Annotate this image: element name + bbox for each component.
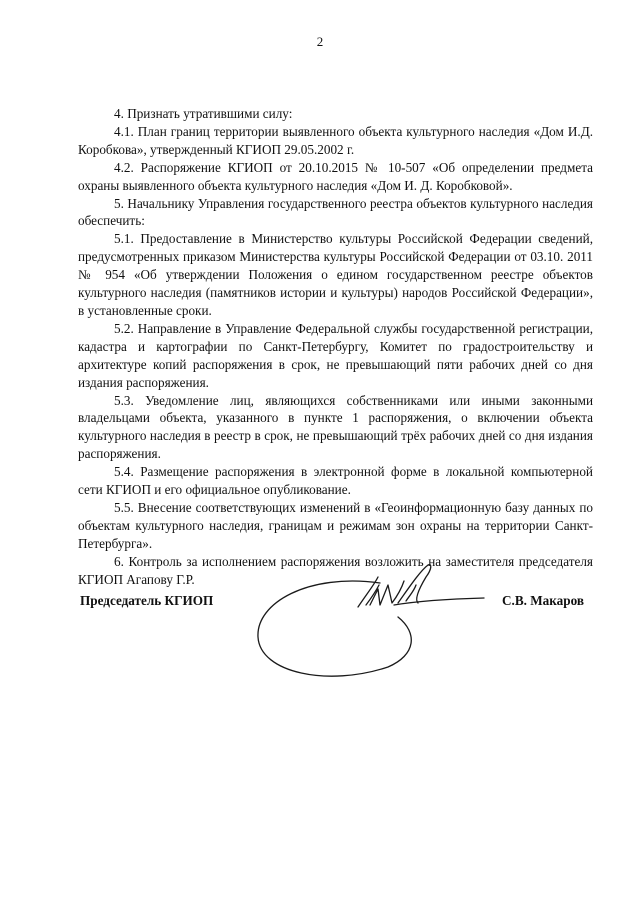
paragraph-5-4: 5.4. Размещение распоряжения в электронной форме в локальной компьютерной сети КГИОП и его официальное опубликование.: [78, 464, 593, 498]
handwritten-signature: [248, 555, 488, 695]
paragraph-6: 6. Контроль за исполнением распоряжения возложить на заместителя председателя КГИОП Агапову Г.Р.: [78, 553, 593, 587]
paragraph-5-5: 5.5. Внесение соответствующих изменений в «Геоинформационную базу данных по объектам культурного наследия, границам и режимам зон охраны на территории Санкт-Петербурга».: [78, 499, 593, 551]
paragraph-5-3: 5.3. Уведомление лиц, являющихся собственниками или иными законными владельцами объекта, указанного в пункте 1 распоряжения, о включении объекта культурного наследия в реестр в срок, не превышающий трёх рабочих дней со дня издания распоряжения.: [78, 392, 593, 462]
paragraph-5-2: 5.2. Направление в Управление Федеральной службы государственной регистрации, кадастра и картографии по Санкт-Петербургу, Комитет по градостроительству и архитектуре копий распоряжения в срок, не превышающий пяти рабочих дней со дня издания распоряжения.: [78, 320, 593, 390]
paragraph-5: 5. Начальнику Управления государственного реестра объектов культурного наследия обеспечить:: [78, 195, 593, 229]
paragraph-5-1: 5.1. Предоставление в Министерство культуры Российской Федерации сведений, предусмотренных приказом Министерства культуры Российской Федерации от 03.10. 2011 № 954 «Об утверждении Положения о едином государственном реестре объектов культурного наследия (памятников истории и культуры) народов Российской Федерации», в установленные сроки.: [78, 231, 593, 318]
page-number: 2: [316, 34, 324, 49]
paragraph-4-2: 4.2. Распоряжение КГИОП от 20.10.2015 № 10-507 «Об определении предмета охраны выявленного объекта культурного наследия «Дом И. Д. Коробковой».: [78, 159, 593, 193]
signatory-name: С.В. Макаров: [502, 593, 584, 608]
signatory-position: Председатель КГИОП: [80, 593, 214, 608]
paragraph-4-1: 4.1. План границ территории выявленного объекта культурного наследия «Дом И.Д. Коробкова», утвержденный КГИОП 29.05.2002 г.: [78, 123, 593, 157]
document-body: [78, 105, 593, 588]
paragraph-4: 4. Признать утратившими силу:: [114, 106, 293, 121]
